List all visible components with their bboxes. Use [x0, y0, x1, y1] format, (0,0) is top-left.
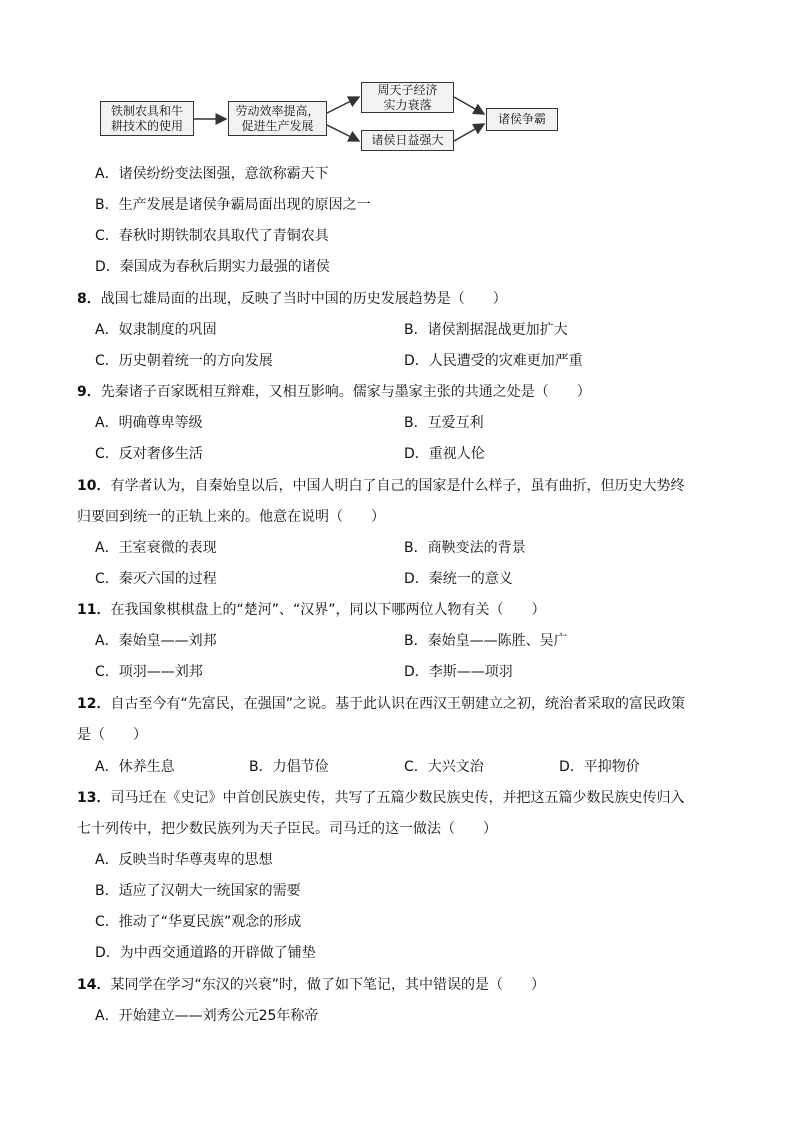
- arrow-2: [327, 97, 359, 113]
- question-11-text: 在我国象棋棋盘上的“楚河”、“汉界”，同以下哪两位人物有关（ ）: [110, 602, 546, 618]
- question-12: [77, 694, 685, 714]
- q11-option-c: C．项羽——刘邦: [95, 664, 203, 680]
- flow-box-hegemony: 诸侯争霸: [486, 108, 558, 131]
- q12-option-d: D．平抑物价: [559, 759, 640, 775]
- q11-option-b: B．秦始皇——陈胜、吴广: [404, 633, 568, 649]
- q8-option-d: D．人民遭受的灾难更加严重: [404, 353, 583, 369]
- flow-box-zhou-decline: 周天子经济 实力衰落: [361, 82, 454, 113]
- flow-box-iron-tools: 铁制农具和牛 耕技术的使用: [100, 101, 194, 136]
- q7-option-d: D．秦国成为春秋后期实力最强的诸侯: [95, 259, 330, 275]
- arrow-5: [454, 124, 484, 141]
- question-9: [77, 382, 591, 402]
- question-10: [77, 476, 684, 496]
- question-10-number: 10．: [77, 478, 111, 494]
- arrow-4: [454, 97, 484, 114]
- question-9-number: 9．: [77, 384, 101, 400]
- q8-option-b: B．诸侯割据混战更加扩大: [404, 322, 568, 338]
- flow-box-lords-stronger: 诸侯日益强大: [361, 130, 454, 151]
- q11-option-d: D．李斯——项羽: [404, 664, 513, 680]
- q12-option-b: B．力倡节俭: [249, 759, 329, 775]
- q10-option-d: D．秦统一的意义: [404, 571, 513, 587]
- q10-option-c: C．秦灭六国的过程: [95, 571, 217, 587]
- question-10-text-line1: 有学者认为，自秦始皇以后，中国人明白了自己的国家是什么样子，虽有曲折，但历史大势终: [110, 478, 685, 494]
- q10-option-a: A．王室衰微的表现: [95, 540, 217, 556]
- q10-option-b: B．商鞅变法的背景: [404, 540, 526, 556]
- q8-option-a: A．奴隶制度的巩固: [95, 322, 217, 338]
- q9-option-c: C．反对奢侈生活: [95, 446, 203, 462]
- question-13-text-line1: 司马迁在《史记》中首创民族史传，共写了五篇少数民族史传，并把这五篇少数民族史传归入: [110, 790, 685, 806]
- q9-option-b: B．互爱互利: [404, 415, 484, 431]
- q11-option-a: A．秦始皇——刘邦: [95, 633, 217, 649]
- question-14-text: 某同学在学习“东汉的兴衰”时，做了如下笔记，其中错误的是（ ）: [110, 977, 545, 993]
- question-13: [77, 788, 684, 808]
- question-8: [77, 289, 507, 309]
- question-12-text-line2: 是（ ）: [77, 727, 147, 743]
- arrow-3: [327, 125, 359, 141]
- flow-diagram: [97, 80, 564, 158]
- q13-option-b: B．适应了汉朝大一统国家的需要: [95, 883, 301, 899]
- question-13-text-line2: 七十列传中，把少数民族列为天子臣民。司马迁的这一做法（ ）: [77, 821, 497, 837]
- q9-option-a: A．明确尊卑等级: [95, 415, 203, 431]
- q13-option-d: D．为中西交通道路的开辟做了铺垫: [95, 945, 316, 961]
- q13-option-a: A．反映当时华尊夷卑的思想: [95, 852, 273, 868]
- q13-option-c: C．推动了“华夏民族”观念的形成: [95, 914, 302, 930]
- q9-option-d: D．重视人伦: [404, 446, 485, 462]
- question-8-text: 战国七雄局面的出现，反映了当时中国的历史发展趋势是（ ）: [100, 291, 507, 307]
- flow-box-productivity: 劳动效率提高， 促进生产发展: [228, 101, 327, 136]
- question-14-number: 14．: [77, 977, 111, 993]
- q14-option-a: A．开始建立——刘秀公元25年称帝: [95, 1008, 319, 1024]
- question-9-text: 先秦诸子百家既相互辩难，又相互影响。儒家与墨家主张的共通之处是（ ）: [100, 384, 591, 400]
- q12-option-a: A．休养生息: [95, 759, 175, 775]
- question-11-number: 11．: [77, 602, 111, 618]
- q7-option-a: A．诸侯纷纷变法图强，意欲称霸天下: [95, 166, 329, 182]
- question-12-text-line1: 自古至今有“先富民，在强国”之说。基于此认识在西汉王朝建立之初，统治者采取的富民政策: [110, 696, 685, 712]
- q7-option-b: B．生产发展是诸侯争霸局面出现的原因之一: [95, 197, 371, 213]
- q7-option-c: C．春秋时期铁制农具取代了青铜农具: [95, 228, 329, 244]
- question-12-number: 12．: [77, 696, 111, 712]
- question-10-text-line2: 归要回到统一的正轨上来的。他意在说明（ ）: [77, 509, 385, 525]
- question-11: [77, 600, 546, 620]
- q12-option-c: C．大兴文治: [404, 759, 484, 775]
- question-14: [77, 975, 545, 995]
- question-8-number: 8．: [77, 291, 101, 307]
- q8-option-c: C．历史朝着统一的方向发展: [95, 353, 273, 369]
- question-13-number: 13．: [77, 790, 111, 806]
